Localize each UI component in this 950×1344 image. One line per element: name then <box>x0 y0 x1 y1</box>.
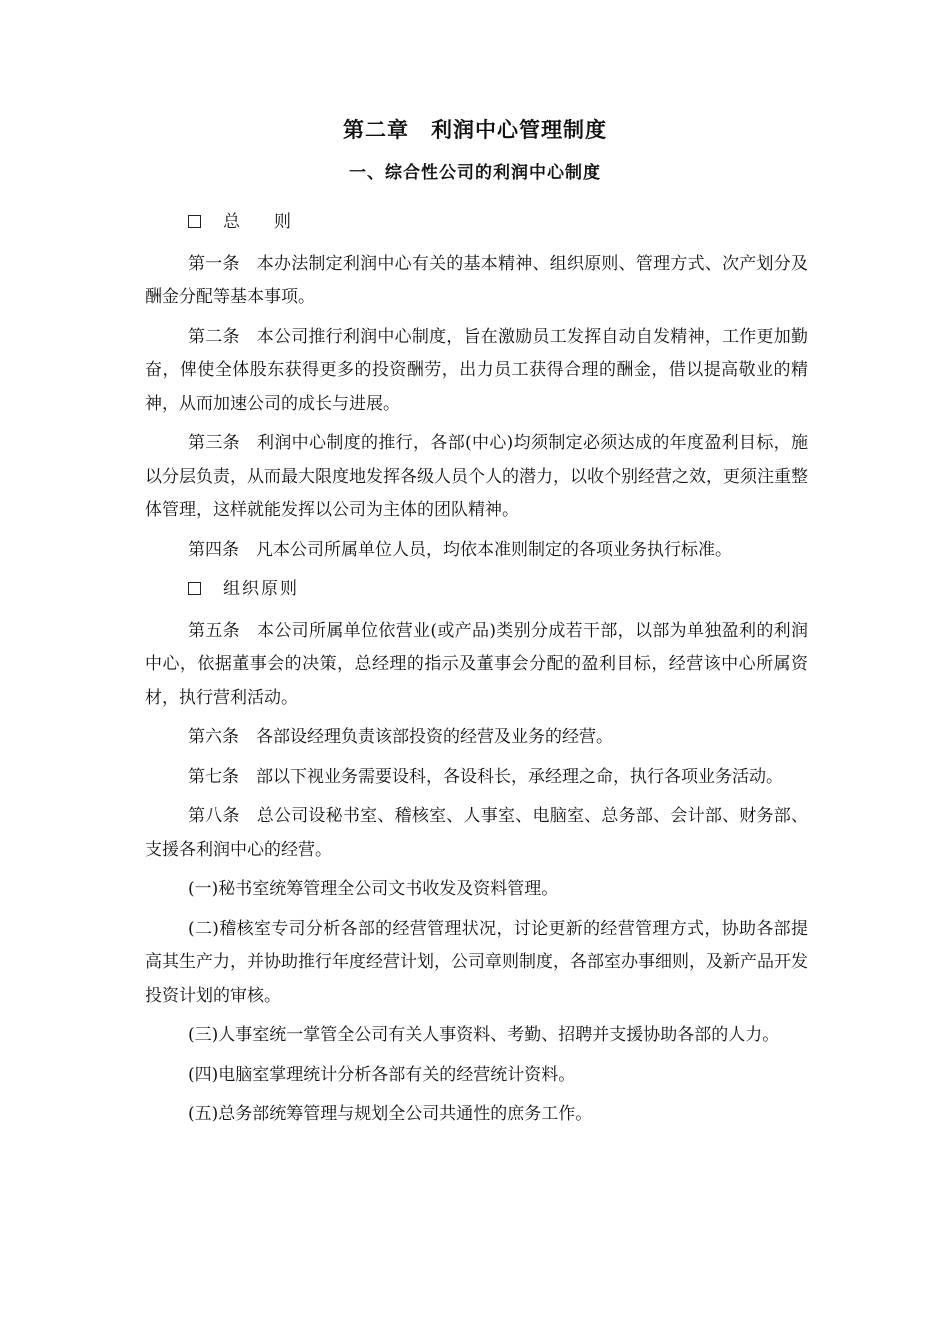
chapter-title: 第二章 利润中心管理制度 <box>343 118 607 142</box>
list-item: (二)稽核室专司分析各部的经营管理状况，讨论更新的经营管理方式，协助各部提高其生产力，并协助推行年度经营计划，公司章则制度，各部室办事细则，及新产品开发投资计划的审核。 <box>145 918 808 1006</box>
article-paragraph <box>145 248 808 315</box>
heading-label: 组织原则 <box>223 579 299 599</box>
checkbox-square-icon <box>188 215 201 228</box>
list-item: (三)人事室统一掌管全公司有关人事资料、考勤、招聘并支援协助各部的人力。 <box>188 1025 780 1045</box>
article-text: 部以下视业务需要设科，各设科长，承经理之命，执行各项业务活动。 <box>256 766 783 787</box>
article-paragraph <box>145 761 808 795</box>
article-text: 总公司设秘书室、稽核室、人事室、电脑室、总务部、会计部、财务部、支援各利润中心的经营。 <box>145 806 809 860</box>
article-paragraph <box>145 721 808 755</box>
heading-general <box>145 206 808 240</box>
article-text: 各部设经理负责该部投资的经营及业务的经营。 <box>256 727 613 747</box>
article-paragraph <box>145 427 808 528</box>
article-paragraph <box>145 800 808 867</box>
list-item: (五)总务部统筹管理与规划全公司共通性的庶务工作。 <box>188 1104 593 1124</box>
list-item: (四)电脑室掌理统计分析各部有关的经营统计资料。 <box>188 1064 576 1085</box>
article-number: 第二条 <box>188 326 240 347</box>
heading-label: 总 则 <box>223 212 291 232</box>
article-text: 本公司所属单位依营业(或产品)类别分成若干部，以部为单独盈利的利润中心，依据董事会的决策，总经理的指示及董事会分配的盈利目标，经营该中心所属资材，执行营利活动。 <box>145 620 809 708</box>
article-number: 第六条 <box>188 727 239 747</box>
article-text: 本公司推行利润中心制度，旨在激励员工发挥自动自发精神，工作更加勤奋，俾使全体股东获得更多的投资酬劳，出力员工获得合理的酬金，借以提高敬业的精神，从而加速公司的成长与进展。 <box>145 326 809 414</box>
article-number: 第八条 <box>188 806 240 826</box>
article-paragraph <box>145 615 808 716</box>
article-paragraph <box>145 321 808 422</box>
document-body <box>145 206 808 1138</box>
article-text: 凡本公司所属单位人员，均依本准则制定的各项业务执行标准。 <box>256 539 732 560</box>
article-number: 第一条 <box>188 253 240 274</box>
article-text: 利润中心制度的推行，各部(中心)均须制定必须达成的年度盈利目标，施以分层负责，从而最大限度地发挥各级人员个人的潜力，以收个别经营之效，更须注重整体管理，这样就能发挥以公司为主体的团队精神。 <box>145 433 809 520</box>
article-number: 第七条 <box>188 766 239 787</box>
heading-organization <box>145 573 808 607</box>
checkbox-square-icon <box>188 582 201 595</box>
article-number: 第三条 <box>188 433 241 453</box>
list-item: (一)秘书室统筹管理全公司文书收发及资料管理。 <box>188 879 559 899</box>
article-number: 第五条 <box>188 620 241 641</box>
article-number: 第四条 <box>188 539 239 560</box>
article-paragraph <box>145 534 808 568</box>
article-text: 本办法制定利润中心有关的基本精神、组织原则、管理方式、次产划分及酬金分配等基本事项。 <box>145 253 809 307</box>
section-title: 一、综合性公司的利润中心制度 <box>349 163 601 183</box>
